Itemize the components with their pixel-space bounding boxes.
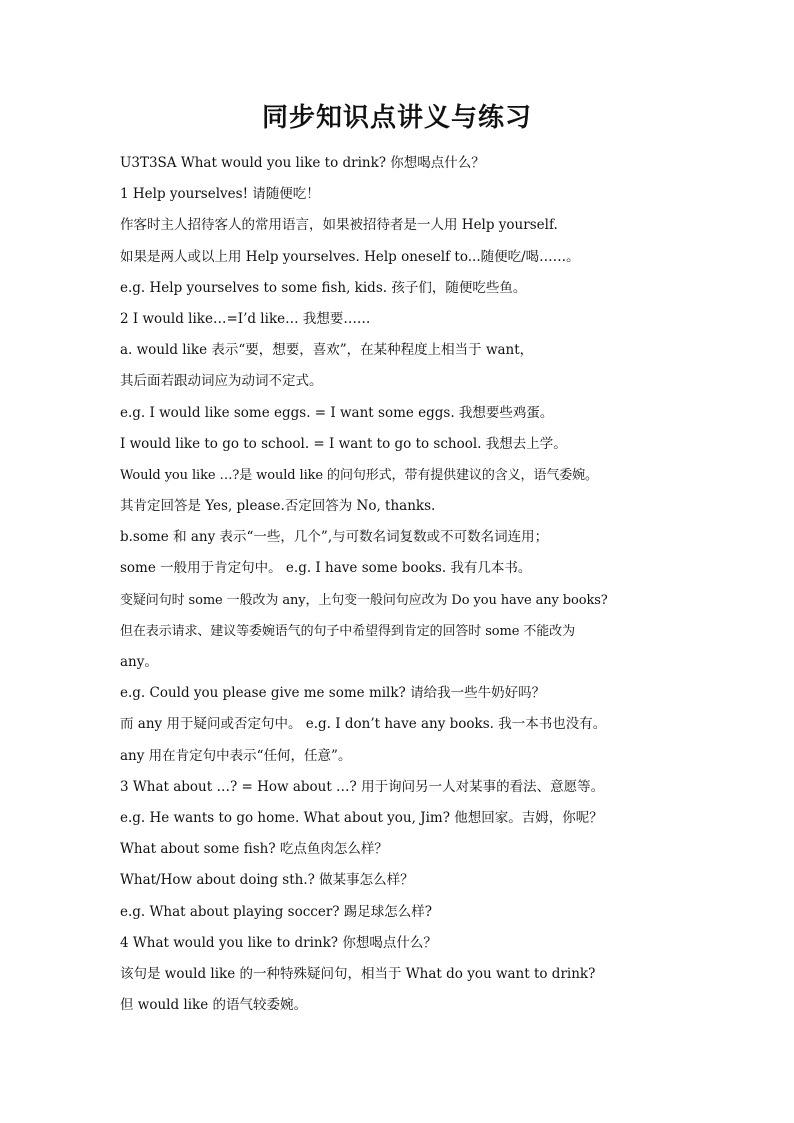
text-line: 该句是 would like 的一种特殊疑问句，相当于 What do you want to drink? (120, 965, 596, 982)
lecture-notes-body (120, 148, 690, 1021)
text-line: 但 would like 的语气较委婉。 (120, 997, 308, 1014)
point-4-heading: 4 What would you like to drink? 你想喝点什么？ (120, 934, 437, 951)
example-line: e.g. Help yourselves to some fish, kids. 孩子们，随便吃些鱼。 (120, 279, 527, 296)
text-line: 如果是两人或以上用 Help yourselves. Help oneself to...随便吃/喝……。 (120, 248, 580, 265)
point-1-heading: 1 Help yourselves! 请随便吃！ (120, 186, 320, 203)
example-line: What about some fish? 吃点鱼肉怎么样？ (120, 841, 388, 858)
text-line: 其肯定回答是 Yes, please.否定回答为 No, thanks. (120, 498, 436, 515)
point-3-heading: 3 What about …? = How about …? 用于询问另一人对某事的看法、意愿等。 (120, 778, 605, 795)
text-line: b.some 和 any 表示“一些，几个”,与可数名词复数或不可数名词连用； (120, 529, 549, 546)
text-line: a. would like 表示“要，想要，喜欢”，在某种程度上相当于 want， (120, 342, 534, 359)
text-line: 作客时主人招待客人的常用语言，如果被招待者是一人用 Help yourself. (120, 217, 558, 234)
text-line: 变疑问句时 some 一般改为 any，上句变一般问句应改为 Do you have any books? (120, 592, 608, 608)
point-2-heading: 2 I would like…=I’d like… 我想要…… (120, 310, 371, 327)
text-line: some 一般用于肯定句中。 e.g. I have some books. 我有几本书。 (120, 560, 532, 577)
text-line: What/How about doing sth.? 做某事怎么样？ (120, 872, 414, 889)
example-line: e.g. What about playing soccer? 踢足球怎么样? (120, 903, 433, 920)
text-line: 但在表示请求、建议等委婉语气的句子中希望得到肯定的回答时 some 不能改为 (120, 623, 575, 639)
text-line: any。 (120, 654, 158, 670)
lesson-heading: U3T3SA What would you like to drink? 你想喝点什么？ (120, 155, 485, 171)
page-title: 同步知识点讲义与练习 (261, 103, 532, 133)
example-line: I would like to go to school. = I want to go to school. 我想去上学。 (120, 435, 567, 452)
text-line: any 用在肯定句中表示“任何，任意”。 (120, 747, 352, 764)
text-line: 其后面若跟动词应为动词不定式。 (120, 373, 323, 390)
example-line: e.g. He wants to go home. What about you, Jim? 他想回家。吉姆，你呢？ (120, 809, 603, 826)
example-line: e.g. Could you please give me some milk? 请给我一些牛奶好吗？ (120, 685, 546, 702)
text-line: Would you like …?是 would like 的问句形式，带有提供建议的含义，语气委婉。 (120, 467, 598, 483)
example-line: e.g. I would like some eggs. = I want some eggs. 我想要些鸡蛋。 (120, 404, 554, 421)
text-line: 而 any 用于疑问或否定句中。 e.g. I don’t have any books. 我一本书也没有。 (120, 716, 607, 733)
